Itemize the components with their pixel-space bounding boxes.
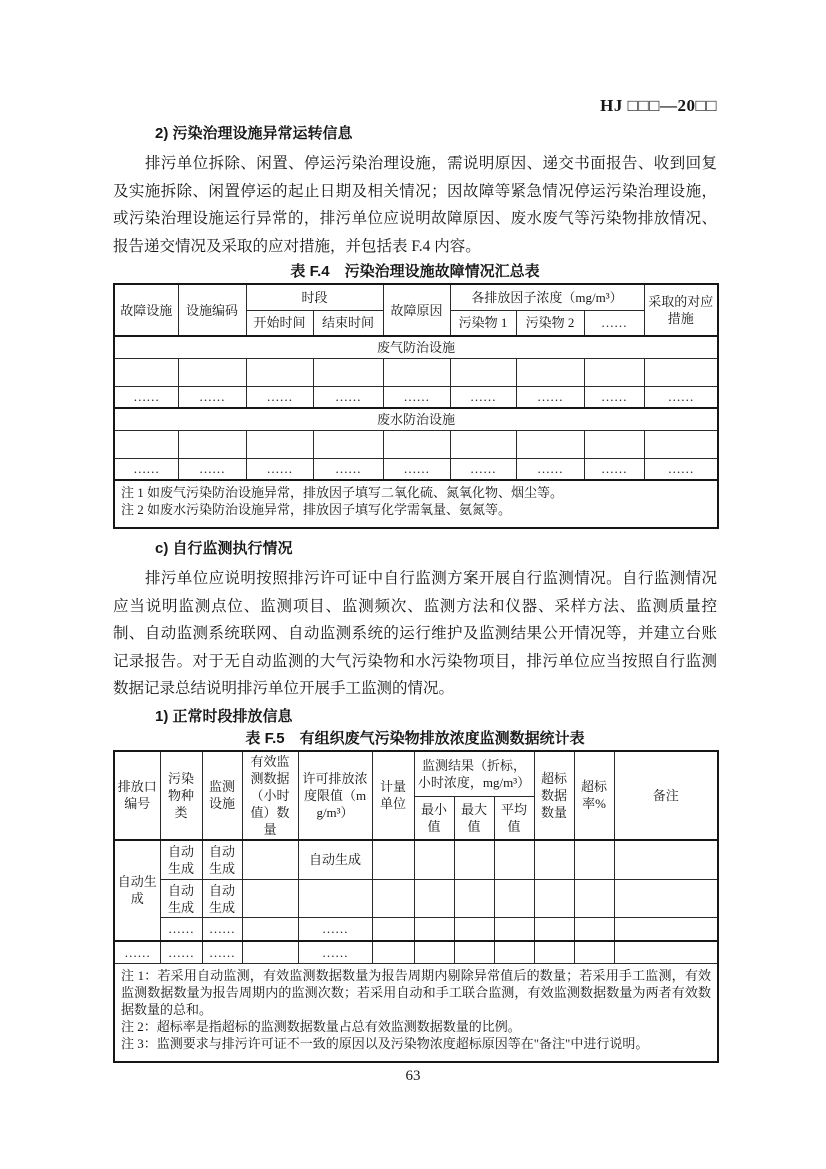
f5-note-2: 注 2：超标率是指超标的监测数据数量占总有效监测数据数量的比例。 — [121, 1019, 521, 1034]
table-row — [114, 358, 718, 386]
empty-cell — [454, 941, 494, 964]
f4-header-pollutant-2: 污染物 2 — [516, 310, 584, 336]
f5-note-3: 注 3：监测要求与排污许可证不一致的原因以及污染物浓度超标原因等在"备注"中进行说明。 — [121, 1036, 649, 1051]
dots-cell: …… — [178, 386, 246, 408]
table-row — [114, 751, 718, 797]
empty-cell — [534, 840, 574, 880]
empty-cell — [372, 880, 414, 918]
f5-auto-cell: 自动生成 — [202, 840, 242, 880]
f4-header-facility-code: 设施编码 — [178, 284, 246, 336]
empty-cell — [450, 358, 516, 386]
dots-cell: …… — [202, 941, 242, 964]
f5-header-max-value: 最大值 — [454, 797, 494, 840]
empty-cell — [313, 358, 383, 386]
empty-cell — [614, 840, 718, 880]
f4-header-measures: 采取的对应措施 — [644, 284, 718, 336]
f5-header-valid-data-count: 有效监测数据（小时值）数量 — [242, 751, 298, 840]
empty-cell — [383, 430, 450, 458]
f5-auto-cell: 自动生成 — [160, 840, 202, 880]
table-row — [114, 480, 718, 528]
table-row — [114, 284, 718, 310]
page-content — [113, 0, 717, 1063]
dots-cell: …… — [383, 386, 450, 408]
empty-cell — [246, 358, 313, 386]
empty-cell — [454, 840, 494, 880]
empty-cell — [644, 430, 718, 458]
empty-cell — [614, 941, 718, 964]
f5-header-unit: 计量单位 — [372, 751, 414, 840]
empty-cell — [494, 918, 534, 941]
page-number: 63 — [405, 1068, 421, 1084]
table-row — [114, 386, 718, 408]
empty-cell — [246, 430, 313, 458]
empty-cell — [534, 918, 574, 941]
dots-cell: …… — [298, 941, 372, 964]
table-row — [114, 840, 718, 880]
dots-cell: …… — [114, 386, 178, 408]
empty-cell — [516, 430, 584, 458]
table-row — [114, 941, 718, 964]
f4-header-pollutant-more: …… — [584, 310, 644, 336]
dots-cell: …… — [516, 458, 584, 480]
empty-cell — [494, 840, 534, 880]
dots-cell: …… — [383, 458, 450, 480]
dots-cell: …… — [644, 458, 718, 480]
empty-cell — [242, 918, 298, 941]
empty-cell — [372, 840, 414, 880]
empty-cell — [414, 840, 454, 880]
f5-header-pollutant-type: 污染物种类 — [160, 751, 202, 840]
empty-cell — [383, 358, 450, 386]
empty-cell — [414, 880, 454, 918]
f4-header-start-time: 开始时间 — [246, 310, 313, 336]
f4-header-fault-facility: 故障设施 — [114, 284, 178, 336]
empty-cell — [534, 880, 574, 918]
empty-cell — [313, 430, 383, 458]
empty-cell — [494, 880, 534, 918]
dots-cell: …… — [644, 386, 718, 408]
f4-header-concentration-group: 各排放因子浓度（mg/m³） — [450, 284, 644, 310]
empty-cell — [114, 358, 178, 386]
table-f5 — [113, 750, 719, 1064]
dots-cell: …… — [178, 458, 246, 480]
f4-header-period-group: 时段 — [246, 284, 383, 310]
empty-cell — [574, 918, 614, 941]
f5-header-outlet-id: 排放口编号 — [114, 751, 160, 840]
table-row — [114, 458, 718, 480]
table-row — [114, 880, 718, 918]
dots-cell: …… — [313, 458, 383, 480]
table-row — [114, 408, 718, 430]
empty-cell — [644, 358, 718, 386]
table-f4 — [113, 283, 719, 529]
paragraph-self-monitoring: 排污单位应说明按照排污许可证中自行监测方案开展自行监测情况。自行监测情况应当说明监测点位、监测项目、监测频次、监测方法和仪器、采样方法、监测质量控制、自动监测系统联网、自动监测系统的运行维护及监测结果公开情况等，并建立台账记录报告。对于无自动监测的大气污染物和水污染物项目，排污单位应当按照自行监测数据记录总结说明排污单位开展手工监测的情况。 — [113, 570, 717, 697]
f5-header-exceed-count: 超标数据数量 — [534, 751, 574, 840]
empty-cell — [454, 880, 494, 918]
f5-header-exceed-rate: 超标率% — [574, 751, 614, 840]
empty-cell — [242, 941, 298, 964]
f5-header-min-value: 最小值 — [414, 797, 454, 840]
empty-cell — [584, 430, 644, 458]
empty-cell — [414, 941, 454, 964]
f4-note-1: 注 1 如废气污染防治设施异常，排放因子填写二氧化硫、氮氧化物、烟尘等。 — [121, 485, 564, 500]
table-row — [114, 964, 718, 1063]
table-f4-caption: 表 F.4 污染治理设施故障情况汇总表 — [290, 263, 540, 280]
doc-code: HJ □□□—20□□ — [600, 96, 717, 115]
empty-cell — [614, 880, 718, 918]
f4-header-fault-reason: 故障原因 — [383, 284, 450, 336]
empty-cell — [114, 430, 178, 458]
empty-cell — [534, 941, 574, 964]
dots-cell: …… — [584, 458, 644, 480]
f4-header-end-time: 结束时间 — [313, 310, 383, 336]
dots-cell: …… — [450, 458, 516, 480]
f4-note-2: 注 2 如废水污染防治设施异常，排放因子填写化学需氧量、氨氮等。 — [121, 502, 512, 517]
empty-cell — [372, 941, 414, 964]
dots-cell: …… — [516, 386, 584, 408]
dots-cell: …… — [584, 386, 644, 408]
f4-header-pollutant-1: 污染物 1 — [450, 310, 516, 336]
dots-cell: …… — [246, 458, 313, 480]
f4-section-wastewater: 废水防治设施 — [114, 408, 718, 430]
empty-cell — [614, 918, 718, 941]
empty-cell — [298, 880, 372, 918]
f5-header-remarks: 备注 — [614, 751, 718, 840]
empty-cell — [242, 840, 298, 880]
f5-header-monitoring-facility: 监测设施 — [202, 751, 242, 840]
f5-auto-cell: 自动生成 — [298, 840, 372, 880]
f5-header-result-group: 监测结果（折标，小时浓度，mg/m³） — [414, 751, 534, 797]
empty-cell — [494, 941, 534, 964]
f5-auto-cell: 自动生成 — [114, 840, 160, 941]
empty-cell — [584, 358, 644, 386]
empty-cell — [574, 840, 614, 880]
table-row — [114, 430, 718, 458]
f5-auto-cell: 自动生成 — [202, 880, 242, 918]
empty-cell — [414, 918, 454, 941]
dots-cell: …… — [313, 386, 383, 408]
f5-header-avg-value: 平均值 — [494, 797, 534, 840]
empty-cell — [178, 358, 246, 386]
f5-header-permitted-limit: 许可排放浓度限值（mg/m³） — [298, 751, 372, 840]
dots-cell: …… — [246, 386, 313, 408]
empty-cell — [450, 430, 516, 458]
dots-cell: …… — [202, 918, 242, 941]
paragraph-abnormal-operation: 排污单位拆除、闲置、停运污染治理设施，需说明原因、递交书面报告、收到回复及实施拆除、闲置停运的起止日期及相关情况；因故障等紧急情况停运污染治理设施，或污染治理设施运行异常的，排污单位应说明故障原因、废水废气等污染物排放情况、报告递交情况及采取的应对措施，并包括表 F.4 内容。 — [113, 155, 717, 255]
empty-cell — [242, 880, 298, 918]
dots-cell: …… — [160, 941, 202, 964]
f4-notes-cell — [114, 480, 718, 528]
dots-cell: …… — [298, 918, 372, 941]
empty-cell — [574, 880, 614, 918]
table-row — [114, 918, 718, 941]
heading-normal-period-emission: 1) 正常时段排放信息 — [155, 707, 293, 725]
f4-section-gas: 废气防治设施 — [114, 336, 718, 358]
dots-cell: …… — [450, 386, 516, 408]
empty-cell — [178, 430, 246, 458]
dots-cell: …… — [114, 941, 160, 964]
heading-abnormal-operation-info: 2) 污染治理设施异常运转信息 — [155, 125, 353, 142]
table-row — [114, 336, 718, 358]
empty-cell — [454, 918, 494, 941]
dots-cell: …… — [160, 918, 202, 941]
f5-note-1: 注 1：若采用自动监测，有效监测数据数量为报告周期内剔除异常值后的数量；若采用手工监测，有效监测数据数量为报告周期内的监测次数；若采用自动和手工联合监测，有效监测数据数量为两者有效数据数量的总和。 — [121, 968, 712, 1017]
f5-notes-cell — [114, 964, 718, 1063]
empty-cell — [372, 918, 414, 941]
table-f5-caption: 表 F.5 有组织废气污染物排放浓度监测数据统计表 — [245, 729, 585, 747]
empty-cell — [516, 358, 584, 386]
heading-self-monitoring: c) 自行监测执行情况 — [155, 540, 293, 557]
f5-auto-cell: 自动生成 — [160, 880, 202, 918]
empty-cell — [574, 941, 614, 964]
dots-cell: …… — [114, 458, 178, 480]
